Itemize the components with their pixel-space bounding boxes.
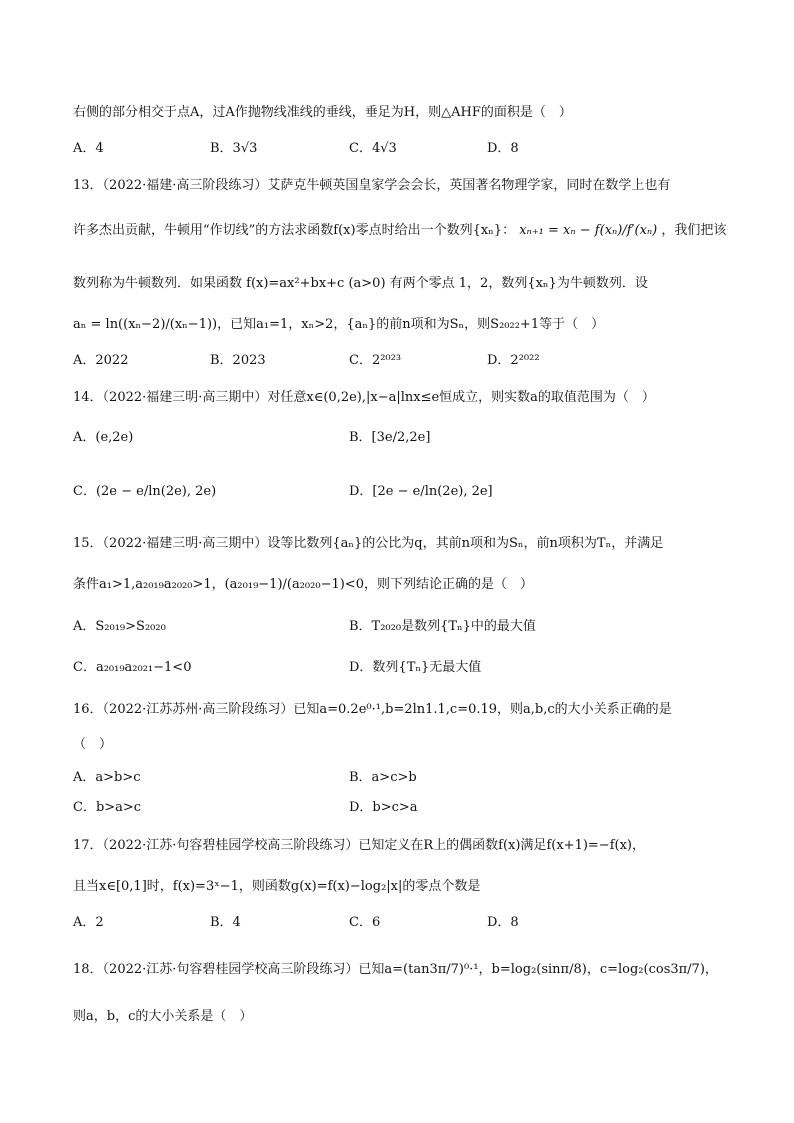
q13-newton-formula: xₙ₊₁ = xₙ − f(xₙ)/f′(xₙ) bbox=[519, 223, 658, 238]
q16-option-c: C．b>a>c bbox=[73, 800, 142, 815]
q13-option-b: B．2023 bbox=[210, 353, 266, 368]
q12-stem: 右侧的部分相交于点A，过A作抛物线准线的垂线，垂足为H，则△AHF的面积是（ ） bbox=[73, 105, 572, 120]
q16-line1: 16．（2022·江苏苏州·高三阶段练习）已知a=0.2e⁰·¹,b=2ln1.1,c=0.19，则a,b,c的大小关系正确的是 bbox=[73, 702, 672, 717]
q13-line2-text: 许多杰出贡献，牛顿用“作切线”的方法求函数f(x)零点时给出一个数列{xₙ}： bbox=[73, 223, 516, 238]
q17-line2: 且当x∈[0,1]时，f(x)=3ˣ−1，则函数g(x)=f(x)−log₂|x|的零点个数是 bbox=[73, 879, 481, 894]
q16-option-a: A．a>b>c bbox=[73, 770, 141, 785]
q17-option-a: A．2 bbox=[73, 915, 104, 930]
q16-line2: （ ） bbox=[73, 737, 113, 752]
q13-option-c: C．2²⁰²³ bbox=[349, 353, 402, 368]
q12-option-b: B．3√3 bbox=[210, 141, 258, 156]
q14-option-d: D．[2e − e/ln(2e), 2e] bbox=[349, 484, 493, 499]
q12-option-c: C．4√3 bbox=[349, 141, 397, 156]
q13-line2-tail: ，我们把该 bbox=[661, 223, 727, 238]
q13-line4: aₙ = ln((xₙ−2)/(xₙ−1))，已知a₁=1，xₙ>2，{aₙ}的前n项和为Sₙ，则S₂₀₂₂+1等于（ ） bbox=[73, 317, 605, 332]
q12-option-d: D．8 bbox=[487, 141, 519, 156]
q17-option-c: C．6 bbox=[349, 915, 381, 930]
q16-option-b: B．a>c>b bbox=[349, 770, 417, 785]
q14-option-c: C．(2e − e/ln(2e), 2e) bbox=[73, 484, 217, 499]
q13-option-a: A．2022 bbox=[73, 353, 129, 368]
q15-option-c: C．a₂₀₁₉a₂₀₂₁−1<0 bbox=[73, 660, 192, 675]
q13-line2 bbox=[73, 221, 726, 241]
q14-stem: 14．（2022·福建三明·高三期中）对任意x∈(0,2e),|x−a|lnx≤e恒成立，则实数a的取值范围为（ ） bbox=[73, 390, 655, 405]
q14-option-b: B．[3e/2,2e] bbox=[349, 430, 431, 445]
q17-line1: 17．（2022·江苏·句容碧桂园学校高三阶段练习）已知定义在R上的偶函数f(x)满足f(x+1)=−f(x)， bbox=[73, 838, 645, 853]
q13-option-d: D．2²⁰²² bbox=[487, 353, 540, 368]
q16-option-d: D．b>c>a bbox=[349, 800, 418, 815]
q17-option-d: D．8 bbox=[487, 915, 519, 930]
q15-option-b: B．T₂₀₂₀是数列{Tₙ}中的最大值 bbox=[349, 619, 536, 634]
q12-option-a: A．4 bbox=[73, 141, 104, 156]
q15-option-d: D．数列{Tₙ}无最大值 bbox=[349, 660, 482, 675]
q15-line1: 15．（2022·福建三明·高三期中）设等比数列{aₙ}的公比为q，其前n项和为Sₙ，前n项积为Tₙ，并满足 bbox=[73, 536, 664, 551]
q18-line1: 18．（2022·江苏·句容碧桂园学校高三阶段练习）已知a=(tan3π/7)⁰·¹，b=log₂(sinπ/8)，c=log₂(cos3π/7)， bbox=[73, 962, 718, 977]
q18-line2: 则a，b，c的大小关系是（ ） bbox=[73, 1009, 253, 1024]
q13-line3: 数列称为牛顿数列．如果函数 f(x)=ax²+bx+c (a>0) 有两个零点 1，2，数列{xₙ}为牛顿数列．设 bbox=[73, 276, 648, 291]
q17-option-b: B．4 bbox=[210, 915, 241, 930]
q14-option-a: A．(e,2e) bbox=[73, 430, 134, 445]
q15-option-a: A．S₂₀₁₉>S₂₀₂₀ bbox=[73, 619, 166, 634]
q15-line2: 条件a₁>1,a₂₀₁₉a₂₀₂₀>1，(a₂₀₁₉−1)/(a₂₀₂₀−1)<0，则下列结论正确的是（ ） bbox=[73, 577, 533, 592]
q13-line1: 13．（2022·福建·高三阶段练习）艾萨克牛顿英国皇家学会会长，英国著名物理学家，同时在数学上也有 bbox=[73, 178, 671, 193]
